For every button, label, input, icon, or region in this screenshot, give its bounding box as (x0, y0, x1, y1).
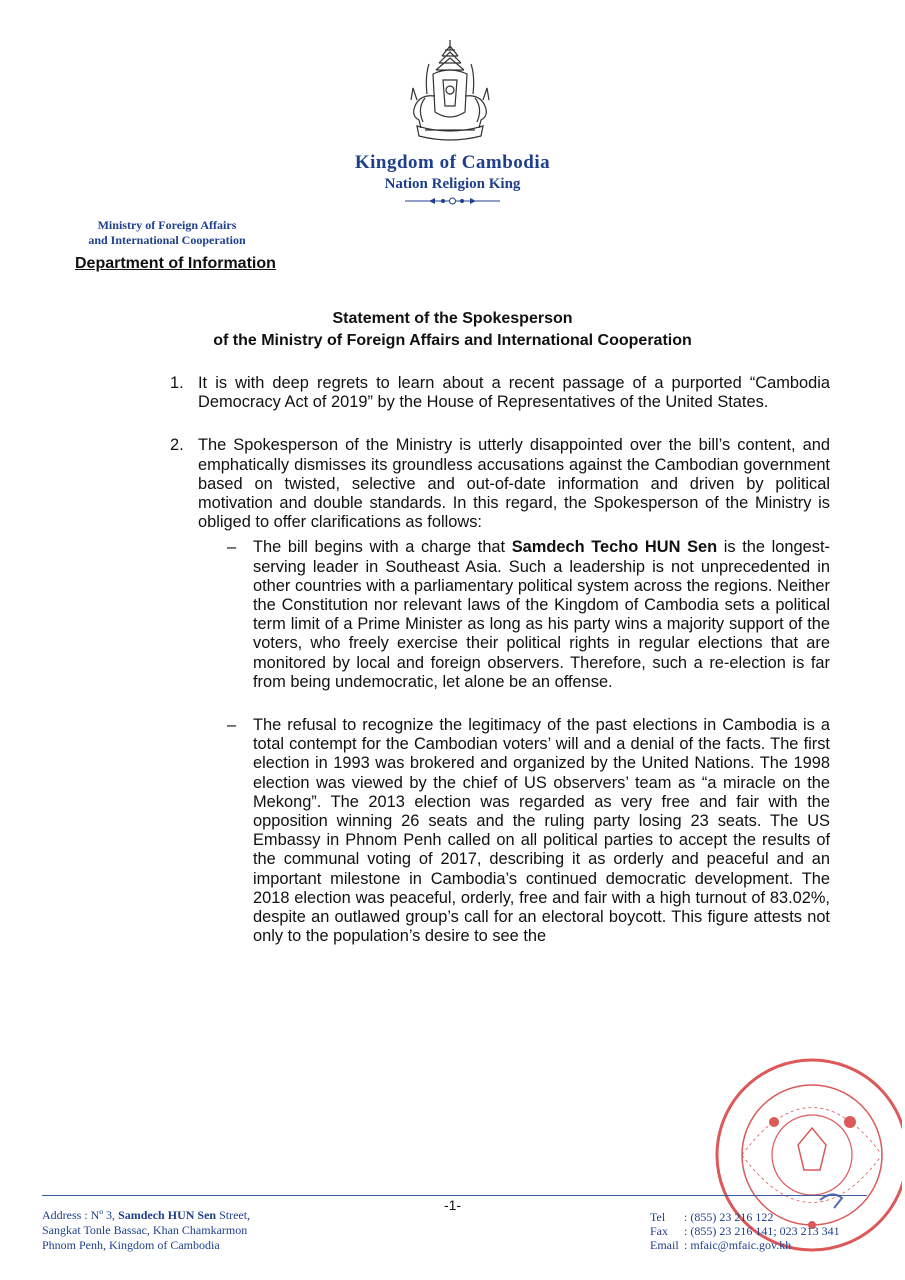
address-street-name: Samdech HUN Sen (118, 1208, 217, 1222)
numbered-paragraph-1 (170, 374, 830, 412)
paragraph-text: The Spokesperson of the Ministry is utterly disappointed over the bill’s content, and emphatically dismisses its groundless accusations against the Cambodian government based on twisted, selective and out-of-date information and driven by political motivation and double standards. In this regard, the Spokesperson of the Ministry is obliged to offer clarifications as follows: (198, 436, 830, 532)
fax-line (650, 1224, 840, 1238)
nation-religion-king-motto: Nation Religion King (384, 176, 521, 192)
bullet-paragraph-1 (227, 538, 830, 692)
bullet-text-end: is the longest-serving leader in Southeast Asia. Such a leadership is not unprecedented in other countries with a parliamentary political system across the regions. Neither the Constitution nor relevant laws of the Kingdom of Cambodia sets a political term limit of a Prime Minister as long as his party wins a majority support of the voters, who freely exercise their political rights in regular elections that are monitored by local and foreign observers. Therefore, such a re-election is far from being undemocratic, let alone be an offense. (253, 538, 830, 691)
bullet-text-start: The bill begins with a charge that (253, 538, 512, 557)
paragraph-number: 1. (170, 374, 184, 392)
address-line1 (42, 1208, 250, 1223)
fax-label: Fax (650, 1224, 668, 1238)
ministry-name (42, 218, 292, 248)
royal-coat-of-arms-emblem (395, 36, 505, 146)
footer-address (42, 1208, 250, 1253)
address-line3: Phnom Penh, Kingdom of Cambodia (42, 1238, 220, 1252)
statement-title-line1: Statement of the Spokesperson (332, 310, 573, 327)
address-prefix: Address : Nº 3, (42, 1208, 119, 1222)
footer-divider (42, 1195, 867, 1196)
ministry-line1: Ministry of Foreign Affairs (97, 218, 237, 232)
statement-body (0, 374, 905, 946)
bullet-text: The refusal to recognize the legitimacy of the past elections in Cambodia is a total contempt for the Cambodian voters’ will and a denial of the facts. The first election in 1993 was brokered and organized by the United Nations. The 1998 election was viewed by the chief of US observers’ team as “a miracle on the Mekong”. The 2013 election was regarded as very free and fair with the opposition winning 26 seats and the ruling party losing 23 seats. The US Embassy in Phnom Penh called on all political parties to accept the results of the communal voting of 2017, describing it as orderly and peaceful and an important milestone in Cambodia’s continued democratic development. The 2018 election was peaceful, orderly, free and fair with a high turnout of 83.02%, despite an outlawed group’s call for an electoral boycott. This figure attests not only to the population’s desire to see the (253, 716, 830, 946)
fax-value: : (855) 23 216 141; 023 213 341 (684, 1224, 840, 1238)
bullet-paragraph-2 (227, 716, 830, 946)
ministry-line2: and International Cooperation (88, 233, 246, 247)
tel-value: : (855) 23 216 122 (684, 1210, 774, 1224)
bullet-dash: – (227, 538, 237, 557)
ornamental-divider-icon (405, 196, 500, 206)
bullet-bold-name: Samdech Techo HUN Sen (511, 538, 718, 557)
email-label: Email (650, 1238, 679, 1252)
tel-line (650, 1210, 840, 1224)
paragraph-text: It is with deep regrets to learn about a recent passage of a purported “Cambodia Democracy Act of 2019” by the House of Representatives of the United States. (198, 374, 830, 412)
department-title: Department of Information (75, 255, 276, 272)
email-line (650, 1238, 840, 1252)
statement-title-line2: of the Ministry of Foreign Affairs and International Cooperation (213, 332, 692, 349)
footer-contact (650, 1210, 840, 1252)
paragraph-number: 2. (170, 436, 184, 455)
address-suffix: Street, (216, 1208, 251, 1222)
email-value[interactable]: : mfaic@mfaic.gov.kh (684, 1238, 792, 1252)
country-header (0, 152, 905, 193)
numbered-paragraph-2 (170, 436, 830, 532)
statement-title (0, 308, 905, 352)
page-number: -1- (443, 1197, 462, 1213)
kingdom-of-cambodia-heading: Kingdom of Cambodia (354, 152, 551, 173)
bullet-dash: – (227, 716, 237, 735)
tel-label: Tel (650, 1210, 666, 1224)
address-line2: Sangkat Tonle Bassac, Khan Chamkarmon (42, 1223, 248, 1237)
